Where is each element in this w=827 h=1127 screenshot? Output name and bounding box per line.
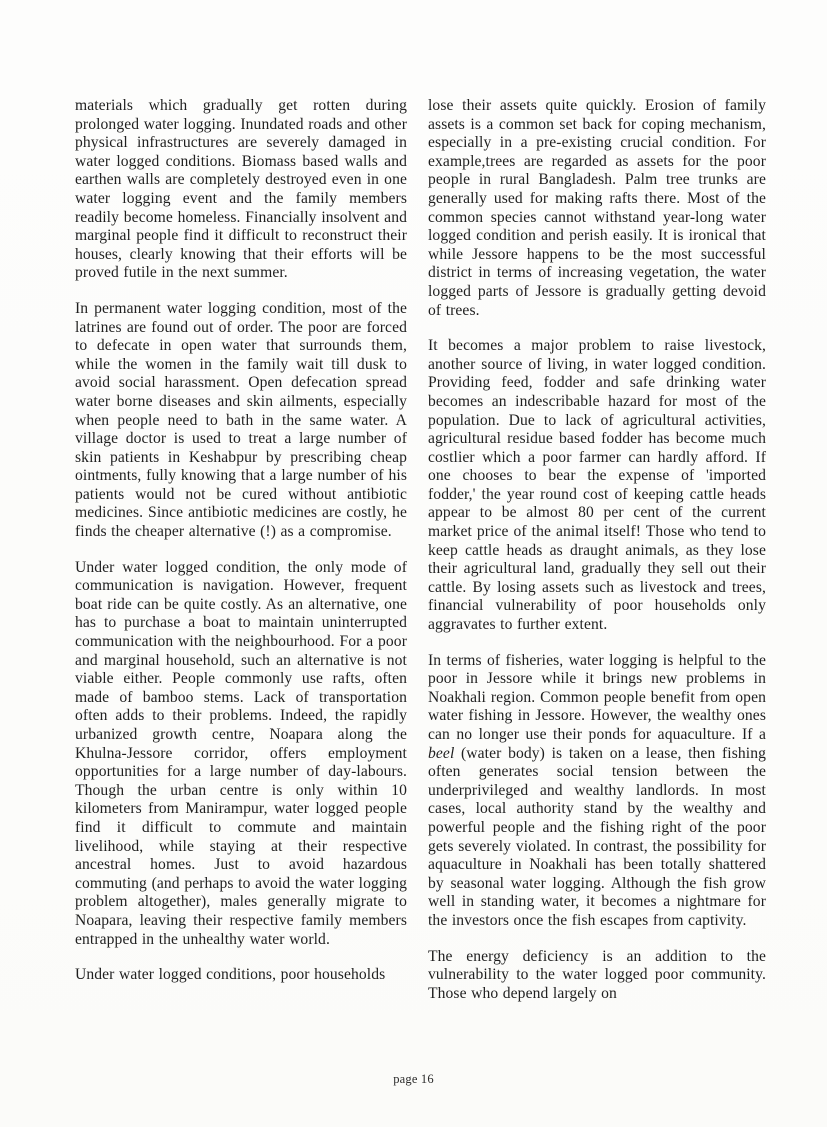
two-column-text-body	[75, 97, 766, 1003]
paragraph-energy-deficiency: The energy deficiency is an addition to the vulnerability to the water logged poor community. Those who depend largely on	[428, 947, 766, 1002]
left-column	[75, 97, 407, 1003]
paragraph-text-after-term: (water body) is taken on a lease, then fishing often generates social tension between the underprivileged and wealthy landlords. In most cases, local authority stand by the wealthy and powerful people and the fishing right of the poor gets severely violated. In contrast, the possibility for aquaculture in Noakhali has been totally shattered by seasonal water logging. Although the fish grow well in standing water, it becomes a nightmare for the investors once the fish escapes from captivity.	[428, 744, 766, 929]
paragraph-fisheries	[428, 652, 766, 931]
italic-term-beel: beel	[428, 744, 455, 762]
paragraph-households-lead-in: Under water logged conditions, poor households	[75, 966, 386, 984]
paragraph-asset-erosion: lose their assets quite quickly. Erosion of family assets is a common set back for coping mechanism, especially in a pre-existing crucial condition. For example,trees are regarded as assets for the poor people in rural Bangladesh. Palm tree trunks are generally used for making rafts there. Most of the common species cannot withstand year-long water logged condition and perish easily. It is ironical that while Jessore happens to be the most successful district in terms of increasing vegetation, the water logged parts of Jessore is gradually getting devoid of trees.	[428, 97, 766, 319]
paragraph-navigation-commuting: Under water logged condition, the only mode of communication is navigation. However, frequent boat ride can be quite costly. As an alternative, one has to purchase a boat to maintain uninterrupted communication with the neighbourhood. For a poor and marginal household, such an alternative is not viable either. People commonly use rafts, often made of bamboo stems. Lack of transportation often adds to their problems. Indeed, the rapidly urbanized growth centre, Noapara along the Khulna-Jessore corridor, offers employment opportunities for a large number of day-labours. Though the urban centre is only within 10 kilometers from Manirampur, water logged people find it difficult to commute and maintain livelihood, while staying at their respective ancestral homes. Just to avoid hazardous commuting (and perhaps to avoid the water logging problem altogether), males generally migrate to Noapara, leaving their respective family members entrapped in the unhealthy water world.	[75, 558, 407, 948]
paragraph-text-before-term: In terms of fisheries, water logging is helpful to the poor in Jessore while it brings new problems in Noakhali region. Common people benefit from open water fishing in Jessore. However, the wealthy ones can no longer use their ponds for aquaculture. If a	[428, 651, 766, 743]
page-number: page 16	[393, 1072, 434, 1086]
paragraph-materials-rotten: materials which gradually get rotten during prolonged water logging. Inundated roads and other physical infrastructures are severely damaged in water logged conditions. Biomass based walls and earthen walls are completely destroyed even in one water logging event and the family members readily become homeless. Financially insolvent and marginal people find it difficult to reconstruct their houses, clearly knowing that their efforts will be proved futile in the next summer.	[75, 97, 407, 282]
paragraph-latrines-sanitation: In permanent water logging condition, most of the latrines are found out of order. The poor are forced to defecate in open water that surrounds them, while the women in the family wait till dusk to avoid social harassment. Open defecation spread water borne diseases and skin ailments, especially when people need to bath in the same water. A village doctor is used to treat a large number of skin patients in Keshabpur by prescribing cheap ointments, fully knowing that a large number of his patients would not be cured without antibiotic medicines. Since antibiotic medicines are costly, he finds the cheaper alternative (!) as a compromise.	[75, 299, 407, 541]
right-column	[428, 97, 766, 1003]
paragraph-livestock-fodder: It becomes a major problem to raise livestock, another source of living, in water logged condition. Providing feed, fodder and safe drinking water becomes an indescribable hazard for most of the population. Due to lack of agricultural activities, agricultural residue based fodder has become much costlier which a poor farmer can hardly afford. If one chooses to bear the expense of 'imported fodder,' the year round cost of keeping cattle heads appear to be almost 80 per cent of the current market price of the animal itself! Those who tend to keep cattle heads as draught animals, as they lose their agricultural land, gradually they sell out their cattle. By losing assets such as livestock and trees, financial vulnerability of poor households only aggravates to further extent.	[428, 337, 766, 634]
